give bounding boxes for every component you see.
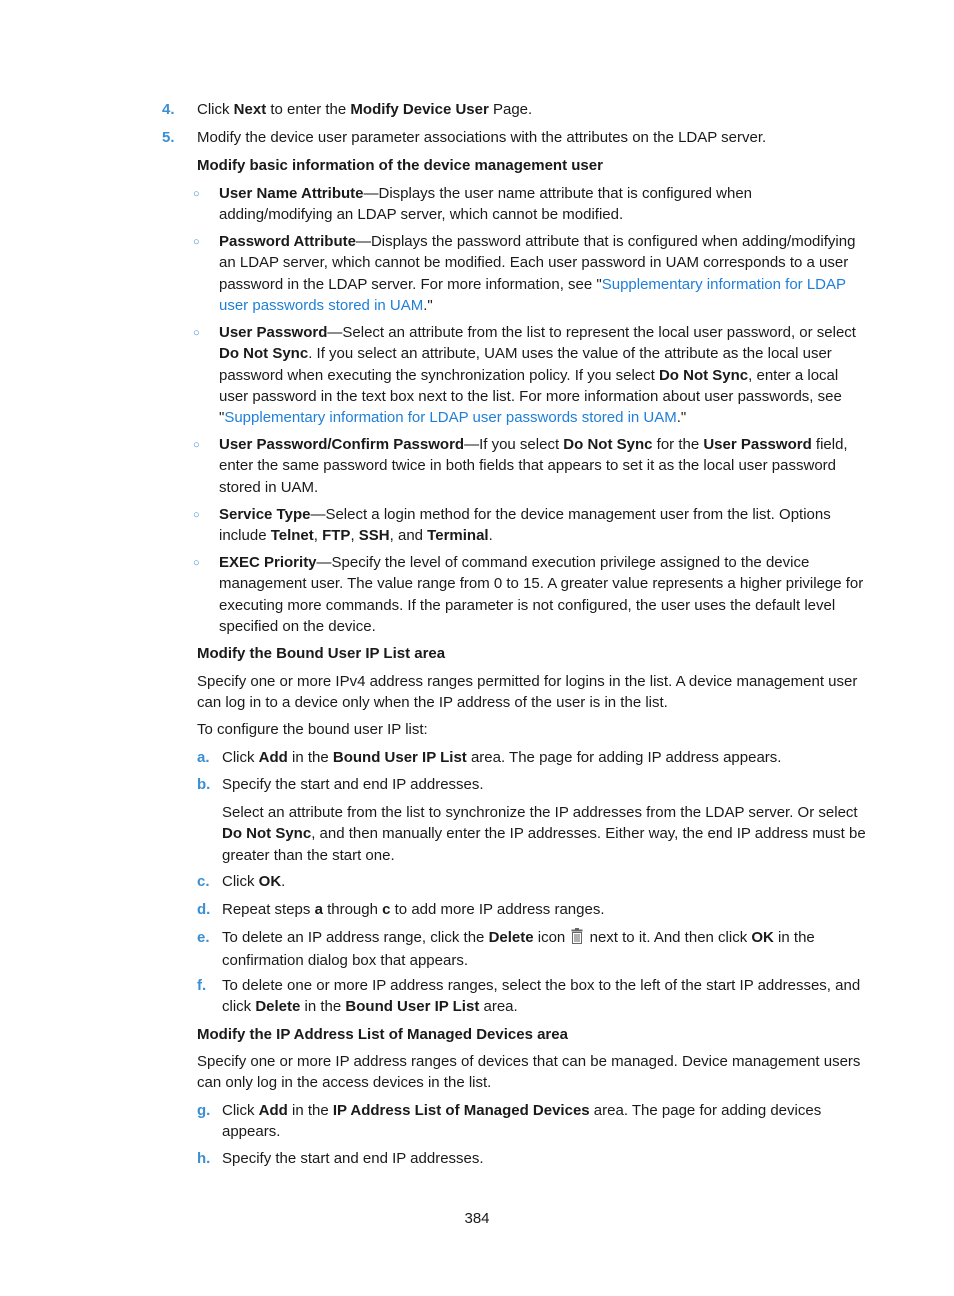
bullet-icon: ○: [193, 509, 200, 521]
step-text: Modify the device user parameter associations with the attributes on the LDAP server.: [197, 129, 767, 146]
bullet-icon: ○: [193, 557, 200, 569]
bullet-icon: ○: [193, 188, 200, 200]
substep-letter: g.: [197, 1102, 211, 1119]
substep-letter: b.: [197, 776, 211, 793]
page-number: 384: [464, 1210, 490, 1227]
section-heading: Modify the IP Address List of Managed Devices area: [197, 1026, 568, 1043]
bullet-icon: ○: [193, 327, 200, 339]
paragraph: To configure the bound user IP list:: [197, 721, 428, 738]
supplementary-info-link[interactable]: Supplementary information for LDAP user passwords stored in UAM: [224, 409, 677, 427]
substep-letter: e.: [197, 929, 210, 946]
list-item: Service Type—Select a login method for the device management user from the list. Options include Telnet, FTP, SSH, and Terminal.: [219, 506, 831, 545]
paragraph: Specify one or more IP address ranges of devices that can be managed. Device management users can only log in the access devices in the list.: [197, 1053, 861, 1092]
substep-text: Click Add in the IP Address List of Managed Devices area. The page for adding devices appears.: [222, 1102, 822, 1141]
bullet-icon: ○: [193, 439, 200, 451]
list-item: Password Attribute—Displays the password attribute that is configured when adding/modifying an LDAP server, which cannot be modified. Each user password in UAM corresponds to a user password in the LDAP server. For more information, see "Supplementary information for LDAP user passwords stored in UAM.": [219, 233, 856, 314]
list-item: EXEC Priority—Specify the level of command execution privilege assigned to the device management user. The value range from 0 to 15. A greater value represents a higher privilege for executing more commands. If the parameter is not configured, the user uses the default level specified on the device.: [219, 554, 864, 635]
substep-letter: h.: [197, 1150, 211, 1167]
substep-text: To delete an IP address range, click the Delete icon next to it. And then click OK in the confirmation dialog box that appears.: [222, 929, 815, 970]
substep-note: Select an attribute from the list to synchronize the IP addresses from the LDAP server. Or select Do Not Sync, and then manually enter the IP addresses. Either way, the end IP address must be greater than the start one.: [222, 804, 866, 864]
substep-letter: d.: [197, 901, 211, 918]
list-item: User Name Attribute—Displays the user name attribute that is configured when adding/modifying an LDAP server, which cannot be modified.: [219, 185, 753, 224]
step-text: Click Next to enter the Modify Device User Page.: [197, 101, 533, 118]
substep-letter: c.: [197, 873, 210, 890]
list-item: User Password/Confirm Password—If you select Do Not Sync for the User Password field, enter the same password twice in both fields that appears to set it as the local user password stored in UAM.: [219, 436, 848, 496]
substep-text: Repeat steps a through c to add more IP address ranges.: [222, 901, 605, 918]
trash-icon: [571, 928, 583, 950]
substep-letter: a.: [197, 749, 210, 766]
substep-text: Specify the start and end IP addresses.: [222, 1150, 484, 1167]
substep-text: Specify the start and end IP addresses.: [222, 776, 484, 793]
paragraph: Specify one or more IPv4 address ranges permitted for logins in the list. A device management user can log in to a device only when the IP address of the user is in the list.: [197, 673, 858, 712]
step-number: 4.: [162, 101, 175, 118]
supplementary-info-link[interactable]: Supplementary information for LDAP user passwords stored in UAM: [219, 275, 846, 314]
section-heading: Modify basic information of the device management user: [197, 157, 603, 174]
substep-text: Click OK.: [222, 873, 286, 890]
substep-text: To delete one or more IP address ranges, select the box to the left of the start IP addresses, and click Delete in the Bound User IP List area.: [222, 977, 861, 1016]
bullet-icon: ○: [193, 236, 200, 248]
section-heading: Modify the Bound User IP List area: [197, 645, 446, 662]
list-item: User Password—Select an attribute from the list to represent the local user password, or select Do Not Sync. If you select an attribute, UAM uses the value of the attribute as the local user password when executing the synchronization policy. If you select Do Not Sync, enter a local user password in the text box next to the list. For more information about user passwords, see "Supplementary information for LDAP user passwords stored in UAM.": [219, 324, 856, 427]
substep-text: Click Add in the Bound User IP List area. The page for adding IP address appears.: [222, 749, 782, 766]
substep-letter: f.: [197, 977, 207, 994]
step-number: 5.: [162, 129, 175, 146]
